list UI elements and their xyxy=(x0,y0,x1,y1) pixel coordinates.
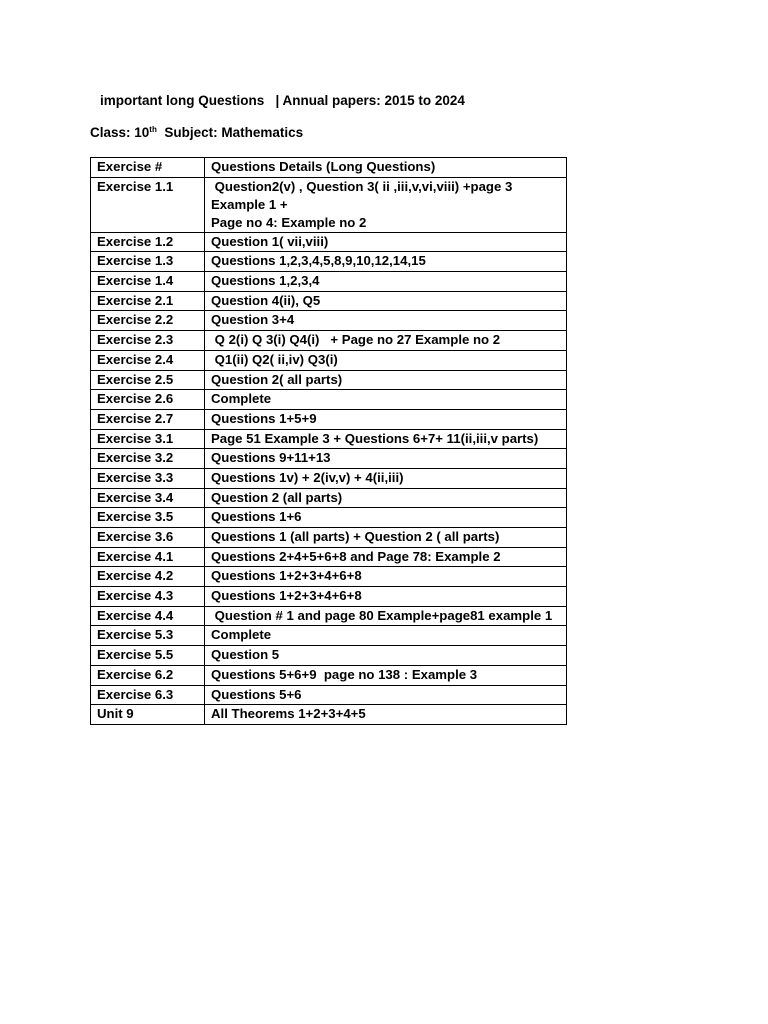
table-row xyxy=(91,508,567,528)
details-cell: Question 1( vii,viii) xyxy=(205,232,567,252)
details-cell: Questions 1+6 xyxy=(205,508,567,528)
exercise-cell: Exercise 6.3 xyxy=(91,685,205,705)
table-row xyxy=(91,370,567,390)
exercise-cell: Exercise 6.2 xyxy=(91,665,205,685)
exercise-cell: Exercise 3.3 xyxy=(91,468,205,488)
details-cell: Questions 1+5+9 xyxy=(205,409,567,429)
table-row xyxy=(91,232,567,252)
subject-label: Subject: Mathematics xyxy=(156,125,304,140)
exercise-cell: Exercise 1.2 xyxy=(91,232,205,252)
exercise-cell: Exercise 4.4 xyxy=(91,606,205,626)
exercise-cell: Unit 9 xyxy=(91,705,205,725)
details-cell: All Theorems 1+2+3+4+5 xyxy=(205,705,567,725)
exercise-cell: Exercise 2.2 xyxy=(91,311,205,331)
column-header-details: Questions Details (Long Questions) xyxy=(205,158,567,178)
details-cell: Question 2 (all parts) xyxy=(205,488,567,508)
table-row xyxy=(91,488,567,508)
exercise-cell: Exercise 1.3 xyxy=(91,252,205,272)
table-row xyxy=(91,606,567,626)
class-label: Class: 10 xyxy=(90,125,150,140)
table-row xyxy=(91,272,567,292)
exercise-cell: Exercise 2.6 xyxy=(91,390,205,410)
details-cell: Q1(ii) Q2( ii,iv) Q3(i) xyxy=(205,350,567,370)
document-title: important long Questions | Annual papers: 2015 to 2024 xyxy=(100,93,465,108)
table-row xyxy=(91,350,567,370)
table-header-row xyxy=(91,158,567,178)
exercise-cell: Exercise 4.3 xyxy=(91,587,205,607)
details-cell: Complete xyxy=(205,626,567,646)
table-row xyxy=(91,626,567,646)
details-cell: Questions 1,2,3,4 xyxy=(205,272,567,292)
table-row xyxy=(91,567,567,587)
exercise-cell: Exercise 3.2 xyxy=(91,449,205,469)
exercise-cell: Exercise 3.4 xyxy=(91,488,205,508)
class-subject-line xyxy=(90,125,303,140)
exercise-cell: Exercise 2.7 xyxy=(91,409,205,429)
exercise-cell: Exercise 2.4 xyxy=(91,350,205,370)
table-row xyxy=(91,390,567,410)
table-row xyxy=(91,646,567,666)
questions-table xyxy=(90,157,567,725)
exercise-cell: Exercise 4.1 xyxy=(91,547,205,567)
column-header-exercise: Exercise # xyxy=(91,158,205,178)
exercise-cell: Exercise 5.5 xyxy=(91,646,205,666)
table-row xyxy=(91,705,567,725)
details-cell: Q 2(i) Q 3(i) Q4(i) + Page no 27 Example no 2 xyxy=(205,331,567,351)
details-cell: Questions 1+2+3+4+6+8 xyxy=(205,587,567,607)
details-cell: Questions 9+11+13 xyxy=(205,449,567,469)
details-cell: Question 2( all parts) xyxy=(205,370,567,390)
details-cell: Questions 1 (all parts) + Question 2 ( all parts) xyxy=(205,528,567,548)
details-cell: Questions 5+6 xyxy=(205,685,567,705)
details-cell: Question 4(ii), Q5 xyxy=(205,291,567,311)
table-row xyxy=(91,331,567,351)
table-row xyxy=(91,291,567,311)
exercise-cell: Exercise 1.4 xyxy=(91,272,205,292)
exercise-cell: Exercise 2.1 xyxy=(91,291,205,311)
details-cell: Question 3+4 xyxy=(205,311,567,331)
details-cell: Questions 2+4+5+6+8 and Page 78: Example 2 xyxy=(205,547,567,567)
details-cell: Questions 1+2+3+4+6+8 xyxy=(205,567,567,587)
details-cell: Questions 1v) + 2(iv,v) + 4(ii,iii) xyxy=(205,468,567,488)
class-superscript: th xyxy=(149,125,157,134)
table-row xyxy=(91,587,567,607)
exercise-cell: Exercise 5.3 xyxy=(91,626,205,646)
table-row xyxy=(91,528,567,548)
exercise-cell: Exercise 3.1 xyxy=(91,429,205,449)
questions-table-body xyxy=(91,158,567,725)
table-row xyxy=(91,665,567,685)
details-cell: Question2(v) , Question 3( ii ,iii,v,vi,viii) +page 3 Example 1 + Page no 4: Example no 2 xyxy=(205,177,567,232)
exercise-cell: Exercise 3.5 xyxy=(91,508,205,528)
table-row xyxy=(91,409,567,429)
table-row xyxy=(91,685,567,705)
details-cell: Questions 1,2,3,4,5,8,9,10,12,14,15 xyxy=(205,252,567,272)
exercise-cell: Exercise 3.6 xyxy=(91,528,205,548)
table-row xyxy=(91,468,567,488)
details-cell: Question # 1 and page 80 Example+page81 example 1 xyxy=(205,606,567,626)
exercise-cell: Exercise 1.1 xyxy=(91,177,205,232)
exercise-cell: Exercise 4.2 xyxy=(91,567,205,587)
details-cell: Page 51 Example 3 + Questions 6+7+ 11(ii,iii,v parts) xyxy=(205,429,567,449)
exercise-cell: Exercise 2.3 xyxy=(91,331,205,351)
exercise-cell: Exercise 2.5 xyxy=(91,370,205,390)
table-row xyxy=(91,429,567,449)
details-cell: Question 5 xyxy=(205,646,567,666)
details-cell: Complete xyxy=(205,390,567,410)
table-row xyxy=(91,252,567,272)
details-cell: Questions 5+6+9 page no 138 : Example 3 xyxy=(205,665,567,685)
table-row xyxy=(91,311,567,331)
table-row xyxy=(91,449,567,469)
table-row xyxy=(91,547,567,567)
table-row xyxy=(91,177,567,232)
